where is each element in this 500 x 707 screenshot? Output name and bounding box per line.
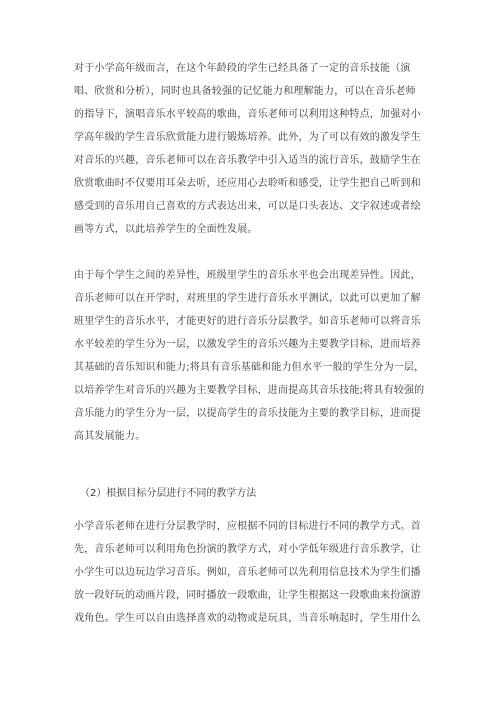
paragraph-line: 班里学生的音乐水平，才能更好的进行音乐分层教学。如音乐老师可以将音乐 [74, 316, 421, 327]
paragraph-line: 以培养学生对音乐的兴趣为主要教学目标，进而提高其音乐技能;将具有较强的 [74, 385, 425, 396]
paragraph-3 [74, 515, 426, 630]
paragraph-2 [74, 264, 426, 448]
paragraph-line: 戏角色。学生可以自由选择喜欢的动物或是玩具，当音乐响起时，学生用什么 [74, 613, 421, 624]
section-heading: （2）根据目标分层进行不同的教学方法 [80, 488, 257, 499]
paragraph-1 [74, 57, 426, 241]
paragraph-line: 的指导下，演唱音乐水平较高的歌曲，音乐老师可以利用这种特点，加强对小 [74, 109, 421, 120]
paragraph-line: 画等方式，以此培养学生的全面性发展。 [74, 224, 258, 235]
paragraph-line: 其基础的音乐知识和能力;将具有音乐基础和能力但水平一般的学生分为一层， [74, 362, 425, 373]
paragraph-line: 由于每个学生之间的差异性，班级里学生的音乐水平也会出现差异性。因此， [74, 270, 421, 281]
paragraph-line: 小学音乐老师在进行分层教学时，应根据不同的目标进行不同的教学方式。首 [74, 521, 421, 532]
paragraph-line: 欣赏歌曲时不仅要用耳朵去听，还应用心去聆听和感受，让学生把自己听到和 [74, 178, 421, 189]
paragraph-line: 音乐能力的学生分为一层，以提高学生的音乐技能为主要的教学目标，进而提 [74, 408, 421, 419]
paragraph-line: 感受到的音乐用自己喜欢的方式表达出来，可以是口头表达、文字叙述或者绘 [74, 201, 421, 212]
paragraph-line: 学高年级的学生音乐欣赏能力进行锻炼培养。此外，为了可以有效的激发学生 [74, 132, 421, 143]
paragraph-line: 音乐老师可以在开学时，对班里的学生进行音乐水平测试，以此可以更加了解 [74, 293, 421, 304]
paragraph-line: 对音乐的兴趣，音乐老师可以在音乐教学中引入适当的流行音乐，鼓励学生在 [74, 155, 421, 166]
paragraph-line: 高其发展能力。 [74, 431, 146, 442]
paragraph-line: 唱、欣赏和分析），同时也具备较强的记忆能力和理解能力，可以在音乐老师 [74, 86, 416, 97]
paragraph-line: 放一段好玩的动画片段，同时播放一段歌曲，让学生根据这一段歌曲来扮演游 [74, 590, 421, 601]
paragraph-line: 对于小学高年级而言，在这个年龄段的学生已经具备了一定的音乐技能（演 [74, 63, 411, 74]
paragraph-line: 小学生可以边玩边学习音乐。例如，音乐老师可以先利用信息技术为学生们播 [74, 567, 421, 578]
paragraph-line: 水平较差的学生分为一层，以激发学生的音乐兴趣为主要教学目标，进而培养 [74, 339, 421, 350]
paragraph-line: 先，音乐老师可以利用角色扮演的教学方式，对小学低年级进行音乐教学，让 [74, 544, 421, 555]
